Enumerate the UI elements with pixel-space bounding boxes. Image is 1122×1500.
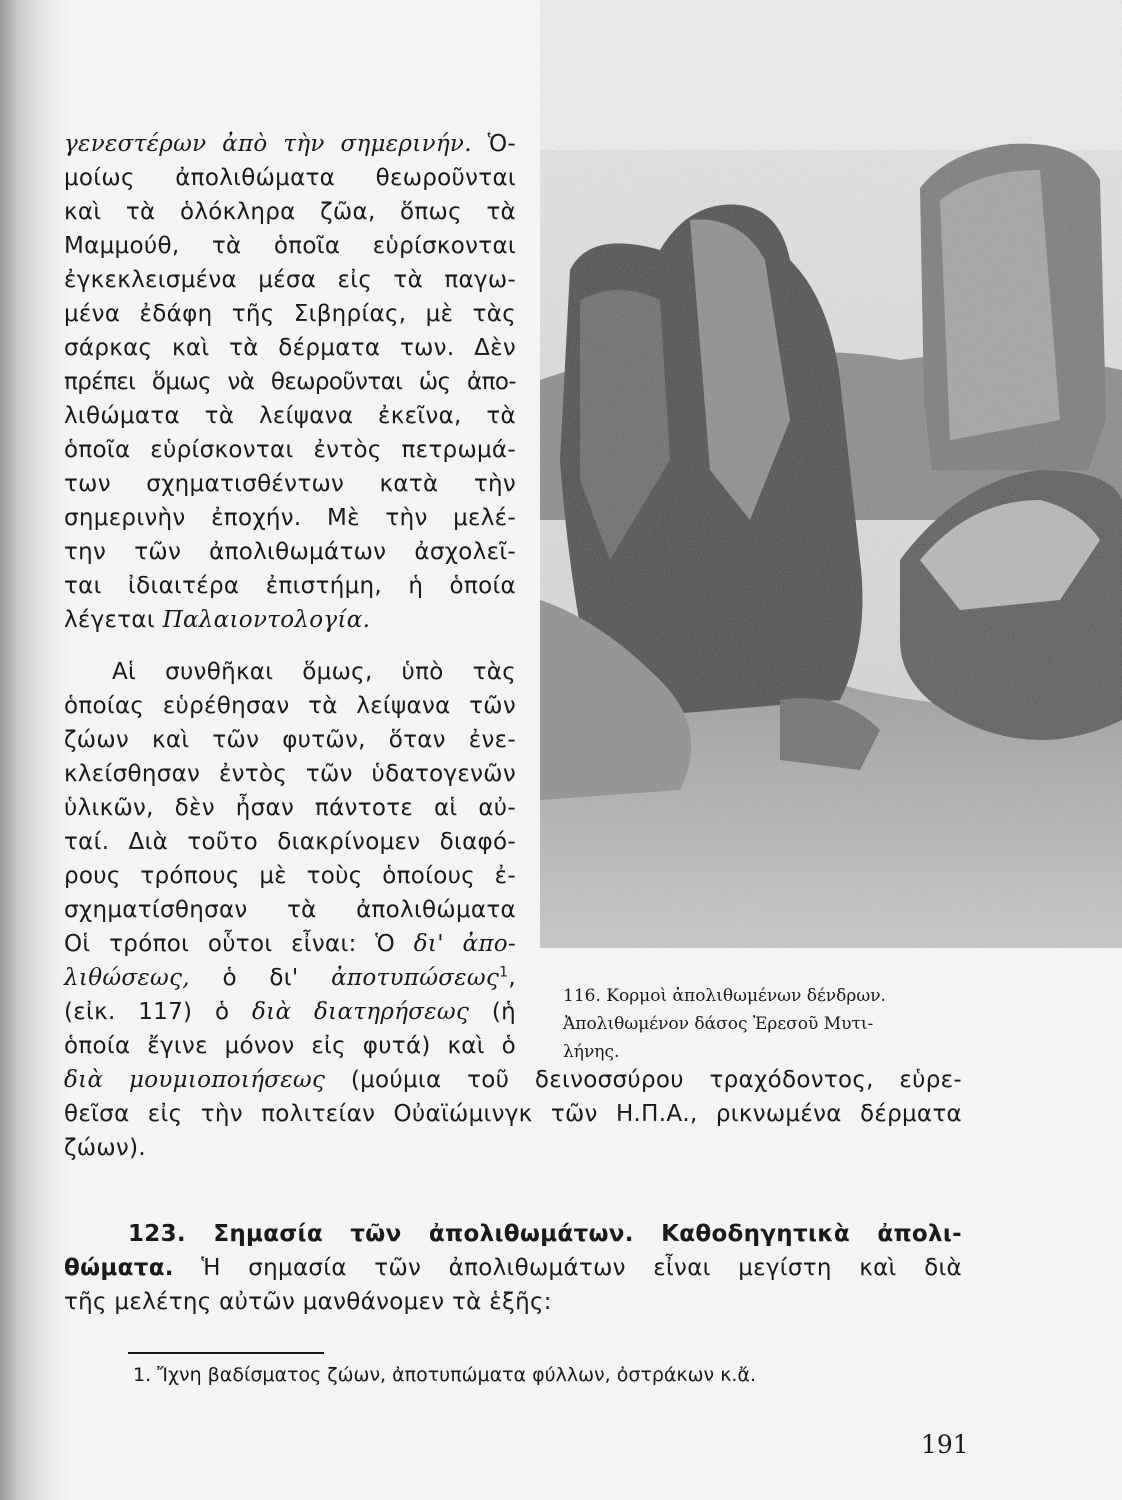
main-text-line-12: σημερινὴν ἐποχήν. Μὲ τὴν μελέ- (64, 505, 516, 531)
main-text-line-15: λέγεται Παλαιοντολογία. (64, 607, 371, 633)
main-text-line-18: ζώων καὶ τῶν φυτῶν, ὅταν ἐνε- (64, 727, 516, 753)
main-text-line-9: λιθώματα τὰ λείψανα ἐκεῖνα, τὰ (64, 403, 516, 429)
main-text-line-6: μένα ἐδάφη τῆς Σιβηρίας, μὲ τὰς (64, 301, 516, 327)
main-text-line-21: ταί. Διὰ τοῦτο διακρίνομεν διαφό- (64, 829, 516, 855)
footnote: 1. Ἴχνη βαδίσματος ζώων, ἀποτυπώματα φύλλων, ὀστράκων κ.ἄ. (133, 1364, 756, 1386)
page-gutter-shadow (0, 0, 70, 1500)
full-width-line-3: ζώων). (64, 1135, 146, 1161)
main-text-line-19: κλείσθησαν ἐντὸς τῶν ὑδατογενῶν (64, 761, 516, 787)
full-width-line-1: διὰ μουμιοποιήσεως (μούμια τοῦ δεινοσσύρου τραχόδοντος, εὑρε- (64, 1067, 962, 1093)
main-text-line-22: ρους τρόπους μὲ τοὺς ὁποίους ἐ- (64, 863, 516, 889)
main-text-line-14: ται ἰδιαιτέρα ἐπιστήμη, ἡ ὁποία (64, 573, 516, 599)
main-text-line-8: πρέπει ὅμως νὰ θεωροῦνται ὡς ἀπο- (64, 369, 516, 395)
main-text-line-10: ὁποῖα εὑρίσκονται ἐντὸς πετρωμά- (64, 437, 516, 463)
main-text-line-7: σάρκας καὶ τὰ δέρματα των. Δὲν (64, 335, 516, 361)
caption-line-2: Ἀπολιθωμένον δάσος Ἐρεσοῦ Μυτι- (563, 1014, 874, 1034)
main-text-line-24: Οἱ τρόποι οὗτοι εἶναι: Ὁ δι' ἀπο- (64, 931, 516, 957)
main-text-line-20: ὑλικῶν, δὲν ἦσαν πάντοτε αἱ αὐ- (64, 795, 516, 821)
main-text-line-23: σχηματίσθησαν τὰ ἀπολιθώματα (64, 897, 516, 923)
page-number: 191 (921, 1430, 969, 1459)
section-text-line-2: τῆς μελέτης αὐτῶν μανθάνομεν τὰ ἑξῆς: (64, 1289, 552, 1315)
caption-line-1: 116. Κορμοὶ ἀπολιθωμένων δένδρων. (563, 986, 886, 1006)
caption-line-3: λήνης. (563, 1042, 620, 1062)
main-text-line-4: Μαμμούθ, τὰ ὁποῖα εὑρίσκονται (64, 233, 516, 259)
footnote-rule (128, 1352, 324, 1354)
main-text-line-11: των σχηματισθέντων κατὰ τὴν (64, 471, 516, 497)
main-text-line-25: λιθώσεως, ὁ δι' ἀποτυπώσεως$^1$, (64, 964, 516, 991)
main-text-line-27: ὁποία ἔγινε μόνον εἰς φυτά) καὶ ὁ (64, 1033, 516, 1059)
main-text-line-1: γενεστέρων ἀπὸ τὴν σημερινήν. Ὁ- (64, 131, 516, 157)
full-width-line-2: θεῖσα εἰς τὴν πολιτείαν Οὐαϊώμινγκ τῶν Η.Π.Α., ρικνωμένα δέρματα (64, 1101, 962, 1127)
main-text-line-2: μοίως ἀπολιθώματα θεωροῦνται (64, 165, 516, 191)
section-heading-line: 123. Σημασία τῶν ἀπολιθωμάτων. Καθοδηγητικὰ ἀπολι- (128, 1221, 962, 1247)
main-text-line-17: ὁποίας εὑρέθησαν τὰ λείψανα τῶν (64, 693, 516, 719)
main-text-line-5: ἐγκεκλεισμένα μέσα εἰς τὰ παγω- (64, 267, 516, 293)
petrified-forest-photo (540, 0, 1122, 948)
section-text-line-1: θώματα. Ἡ σημασία τῶν ἀπολιθωμάτων εἶναι μεγίστη καὶ διὰ (64, 1255, 962, 1281)
main-text-line-13: την τῶν ἀπολιθωμάτων ἀσχολεῖ- (64, 539, 516, 565)
main-text-line-26: (εἰκ. 117) ὁ διὰ διατηρήσεως (ἡ (64, 999, 516, 1025)
main-text-line-16: Αἱ συνθῆκαι ὅμως, ὑπὸ τὰς (112, 659, 516, 685)
main-text-line-3: καὶ τὰ ὁλόκληρα ζῶα, ὅπως τὰ (64, 199, 516, 225)
